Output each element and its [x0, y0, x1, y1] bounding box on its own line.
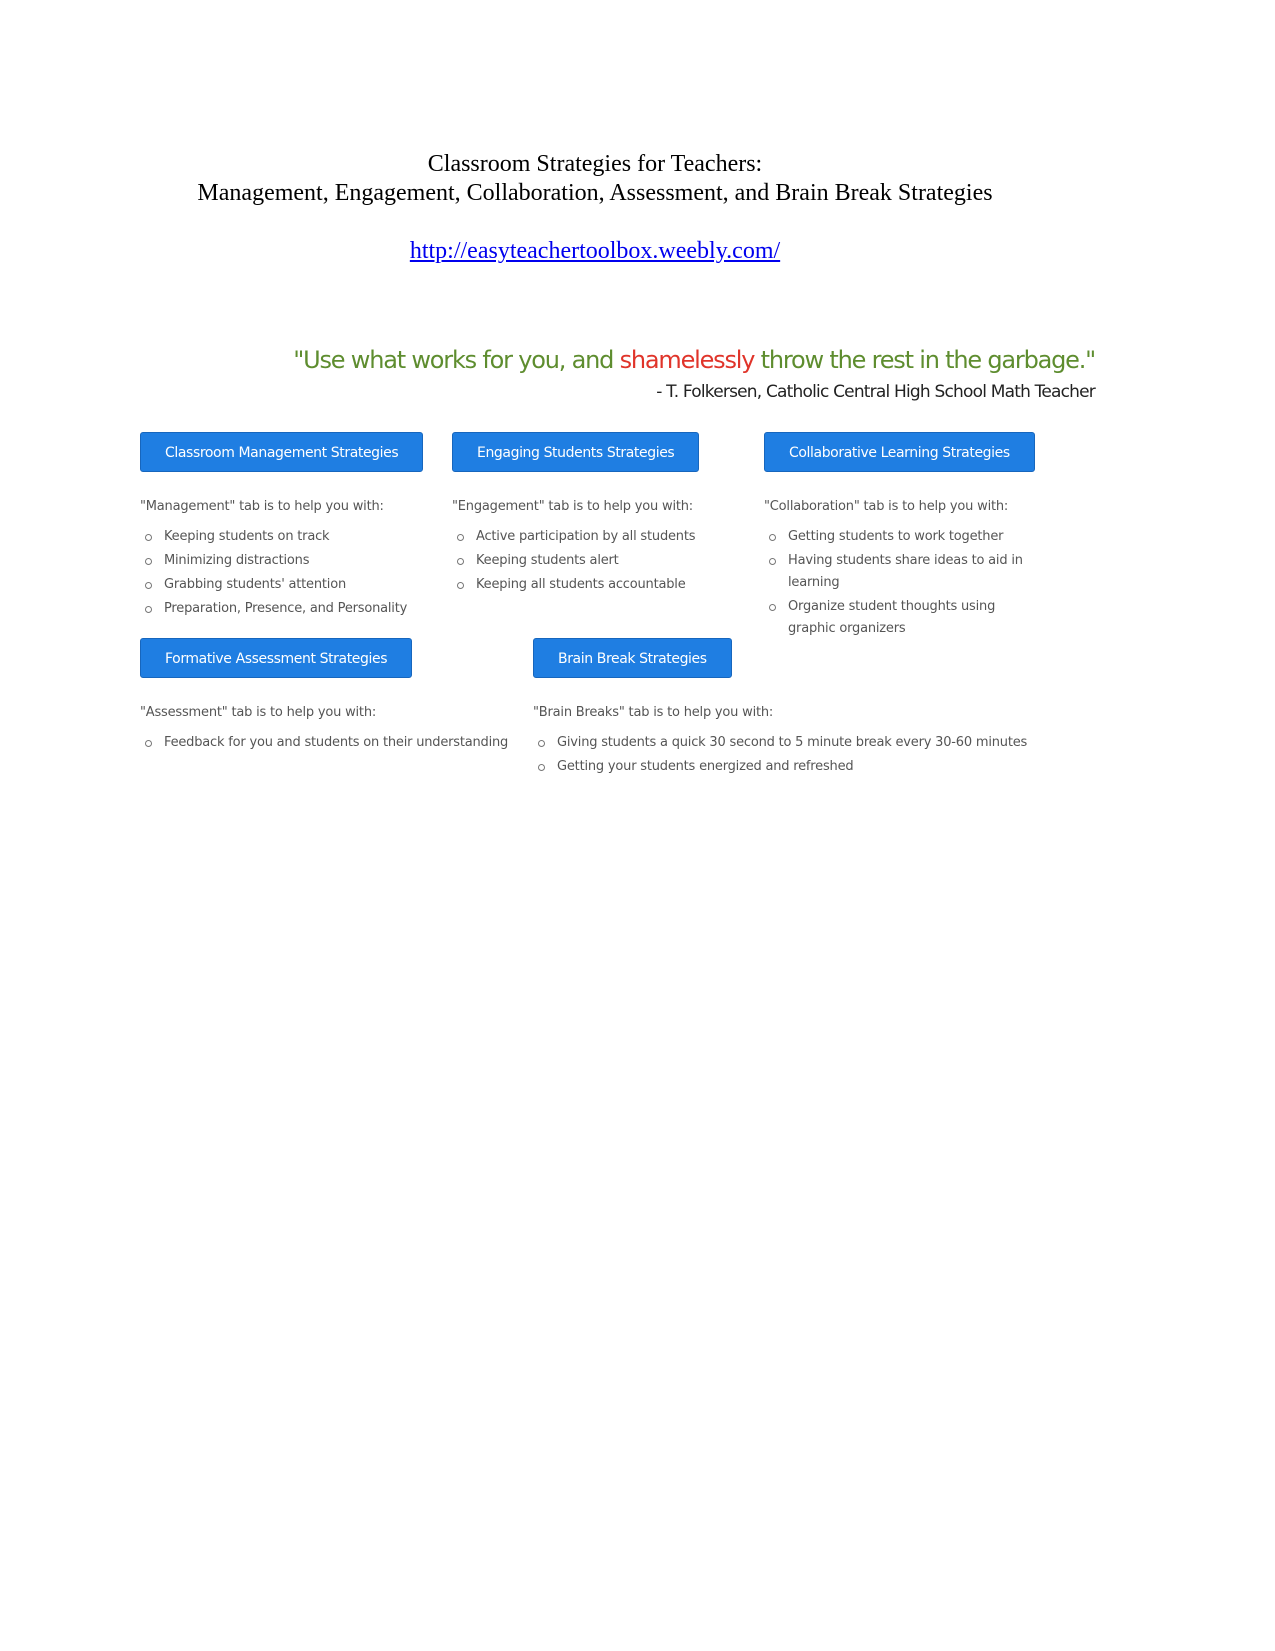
list-item-label: Keeping students on track [164, 529, 330, 544]
page-title-line-1: Classroom Strategies for Teachers: [427, 151, 763, 177]
bullet-icon [145, 534, 152, 541]
bullet-icon [145, 606, 152, 613]
list-item [140, 526, 430, 548]
engagement-intro: "Engagement" tab is to help you with: [452, 499, 693, 514]
list-item-label: Giving students a quick 30 second to 5 minute break every 30-60 minutes [557, 735, 1028, 750]
assessment-section [140, 638, 520, 756]
list-item [764, 596, 1039, 640]
list-item [140, 598, 430, 620]
quote-part-2: throw the rest in the garbage." [754, 346, 1095, 374]
quote-attribution: - T. Folkersen, Catholic Central High School Math Teacher [656, 382, 1095, 402]
management-intro: "Management" tab is to help you with: [140, 499, 384, 514]
quote-part-1: "Use what works for you, and [293, 346, 620, 374]
list-item [452, 526, 742, 548]
classroom-management-button[interactable]: Classroom Management Strategies [140, 432, 423, 472]
list-item-label: Minimizing distractions [164, 553, 310, 568]
bullet-icon [145, 740, 152, 747]
collaboration-section [764, 432, 1039, 642]
list-item-label: Feedback for you and students on their understanding [164, 735, 509, 750]
engagement-section [452, 432, 742, 598]
list-item-label: Grabbing students' attention [164, 577, 346, 592]
list-item [452, 574, 742, 596]
list-item-label: Keeping all students accountable [476, 577, 686, 592]
list-item-label: Getting students to work together [788, 529, 1004, 544]
brain-break-section [533, 638, 1053, 780]
collaborative-learning-button[interactable]: Collaborative Learning Strategies [764, 432, 1035, 472]
collaboration-list [764, 526, 1039, 640]
management-list [140, 526, 430, 620]
bullet-icon [769, 534, 776, 541]
bullet-icon [457, 534, 464, 541]
engagement-list [452, 526, 742, 596]
quote-highlight: shamelessly [619, 346, 755, 374]
bullet-icon [538, 764, 545, 771]
brain-break-button[interactable]: Brain Break Strategies [533, 638, 732, 678]
list-item-label: Active participation by all students [476, 529, 696, 544]
list-item [764, 550, 1039, 594]
bullet-icon [145, 558, 152, 565]
bullet-icon [538, 740, 545, 747]
website-link-container [0, 236, 1190, 266]
assessment-intro: "Assessment" tab is to help you with: [140, 705, 377, 720]
bullet-icon [457, 558, 464, 565]
page-title-line-2: Management, Engagement, Collaboration, Assessment, and Brain Break Strategies [197, 180, 993, 206]
list-item [140, 550, 430, 572]
list-item [764, 526, 1039, 548]
brain-break-intro: "Brain Breaks" tab is to help you with: [533, 705, 774, 720]
list-item-label: Keeping students alert [476, 553, 619, 568]
list-item [533, 732, 1053, 754]
website-link[interactable]: http://easyteachertoolbox.weebly.com/ [409, 238, 781, 264]
list-item-label: Preparation, Presence, and Personality [164, 601, 408, 616]
bullet-icon [457, 582, 464, 589]
list-item [140, 574, 430, 596]
bullet-icon [769, 604, 776, 611]
engaging-students-button[interactable]: Engaging Students Strategies [452, 432, 699, 472]
list-item-label: Having students share ideas to aid in learning [788, 553, 1023, 590]
quote-text [293, 345, 1095, 375]
list-item-label: Getting your students energized and refreshed [557, 759, 854, 774]
collaboration-intro: "Collaboration" tab is to help you with: [764, 499, 1009, 514]
management-section [140, 432, 430, 622]
bullet-icon [769, 558, 776, 565]
brain-break-list [533, 732, 1053, 778]
list-item [533, 756, 1053, 778]
list-item [452, 550, 742, 572]
list-item-label: Organize student thoughts using graphic organizers [788, 599, 996, 636]
bullet-icon [145, 582, 152, 589]
formative-assessment-button[interactable]: Formative Assessment Strategies [140, 638, 412, 678]
assessment-list [140, 732, 520, 754]
list-item [140, 732, 520, 754]
